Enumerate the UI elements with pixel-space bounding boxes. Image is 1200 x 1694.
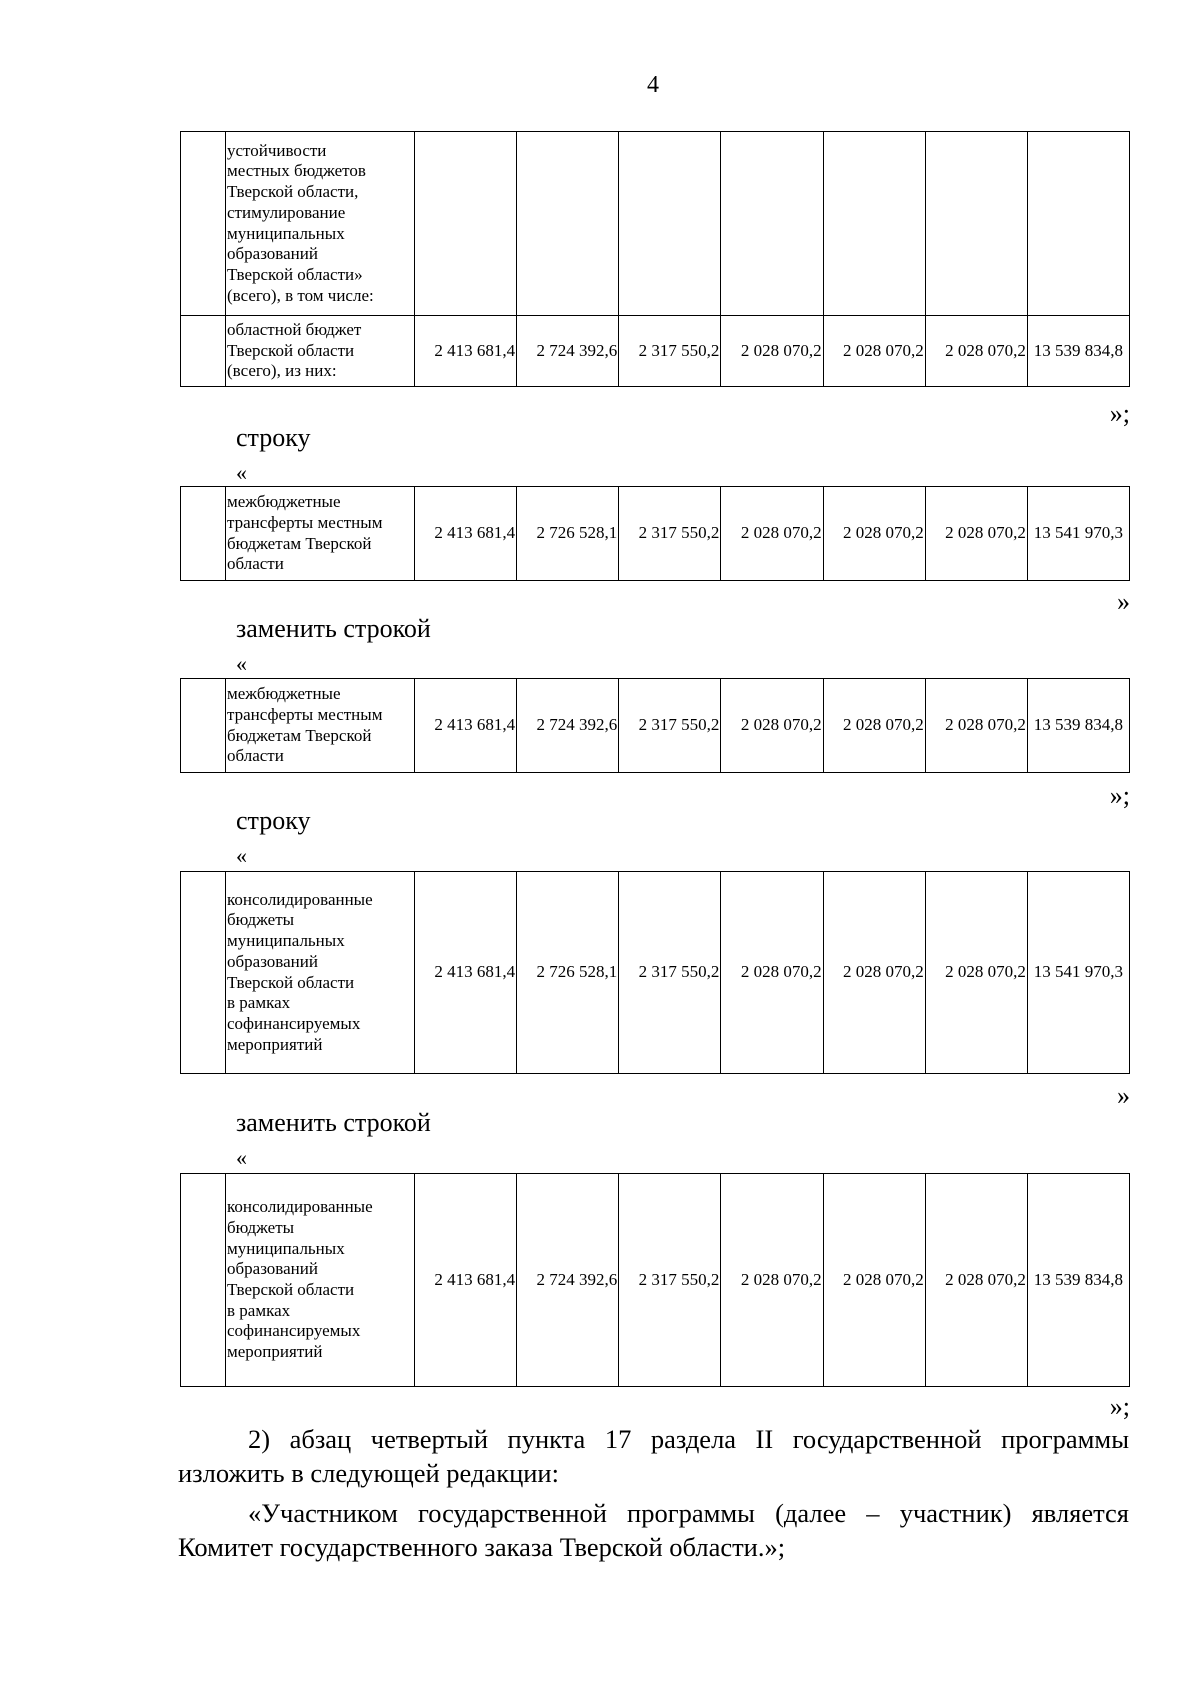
value-cell: 2 724 392,6 [517,316,619,387]
row-label-line: бюджетам Тверской [227,725,372,745]
table-row [181,1174,1130,1387]
opening-quote: « [236,843,247,868]
budget-table-fragment-2 [180,486,1130,581]
row-label-line: трансферты местным [227,512,383,532]
page-number: 4 [647,72,659,98]
value-cell [823,132,925,316]
row-label-line: межбюджетные [227,684,341,704]
value-cell: 2 726 528,1 [517,872,619,1074]
instruction-line: строку [236,806,311,835]
table-cell-empty [181,132,226,316]
row-label-line: межбюджетные [227,492,341,512]
value-cell: 2 028 070,2 [925,316,1027,387]
opening-quote: « [236,1145,247,1170]
value-cell: 2 028 070,2 [823,679,925,773]
row-label-line: бюджетам Тверской [227,533,372,553]
row-label-line: мероприятий [227,1034,323,1054]
row-label-line: мероприятий [227,1342,323,1362]
row-label-line: софинансируемых [227,1321,361,1341]
total-cell: 13 539 834,8 [1027,679,1129,773]
row-label-line: образований [227,244,318,264]
table-cell-empty [181,487,226,581]
row-label-line: софинансируемых [227,1013,361,1033]
value-cell: 2 028 070,2 [721,487,823,581]
row-label-line: стимулирование [227,202,346,222]
instruction-line: строку [236,423,311,452]
row-label-line: Тверской области [227,1280,355,1299]
opening-quote: « [236,460,247,485]
value-cell: 2 028 070,2 [823,1174,925,1387]
table-row [181,132,1130,316]
closing-quote: » [1117,1081,1130,1110]
value-cell: 2 724 392,6 [517,679,619,773]
total-cell [1027,132,1129,316]
row-label-line: местных бюджетов [227,161,366,181]
row-label [226,1174,415,1387]
budget-table-fragment-5 [180,1173,1130,1387]
total-cell: 13 539 834,8 [1027,316,1129,387]
row-label-line: (всего), из них: [227,361,337,381]
row-label [226,872,415,1074]
value-cell: 2 317 550,2 [619,872,721,1074]
table-cell-empty [181,316,226,387]
row-label-line: Тверской области» [227,264,363,284]
table-row [181,872,1130,1074]
table-row [181,487,1130,581]
row-label-line: Тверской области [227,340,355,360]
closing-quote: »; [1109,399,1130,428]
closing-quote: »; [1109,781,1130,810]
value-cell [721,132,823,316]
row-label-line: области [227,746,284,766]
value-cell: 2 317 550,2 [619,1174,721,1387]
row-label [226,316,415,387]
table-cell-empty [181,1174,226,1387]
value-cell: 2 413 681,4 [415,872,517,1074]
value-cell: 2 413 681,4 [415,316,517,387]
row-label-line: устойчивости [227,140,327,160]
paragraph-participant: «Участником государственной программы (далее – участник) является Комитет государственного заказа Тверской области.»; [178,1498,1129,1562]
value-cell: 2 317 550,2 [619,487,721,581]
value-cell: 2 028 070,2 [721,316,823,387]
budget-table-fragment-4 [180,871,1130,1074]
row-label-line: в рамках [227,1300,291,1320]
budget-table-fragment-1 [180,131,1130,387]
row-label-line: бюджеты [227,910,295,930]
row-label-line: Тверской области, [227,182,359,202]
value-cell [619,132,721,316]
value-cell: 2 726 528,1 [517,487,619,581]
value-cell: 2 317 550,2 [619,316,721,387]
row-label [226,132,415,316]
row-label-line: консолидированные [227,1197,373,1217]
row-label-line: области [227,554,284,574]
total-cell: 13 541 970,3 [1027,872,1129,1074]
value-cell: 2 028 070,2 [823,872,925,1074]
closing-quote: » [1117,587,1130,616]
value-cell: 2 413 681,4 [415,679,517,773]
row-label-line: муниципальных [227,1238,345,1258]
row-label [226,679,415,773]
instruction-replace: заменить строкой [236,1108,431,1137]
row-label-line: (всего), в том числе: [227,285,374,305]
row-label-line: консолидированные [227,889,373,909]
value-cell [517,132,619,316]
paragraph-amendment: 2) абзац четвертый пункта 17 раздела II государственной программы изложить в следующей редакции: [178,1424,1129,1488]
table-cell-empty [181,872,226,1074]
value-cell: 2 317 550,2 [619,679,721,773]
value-cell: 2 028 070,2 [925,679,1027,773]
value-cell [415,132,517,316]
row-label-line: в рамках [227,993,291,1013]
value-cell: 2 028 070,2 [721,872,823,1074]
instruction-replace: заменить строкой [236,614,431,643]
total-cell: 13 539 834,8 [1027,1174,1129,1387]
row-label-line: областной бюджет [227,319,362,339]
budget-table-fragment-3 [180,678,1130,773]
value-cell: 2 028 070,2 [925,1174,1027,1387]
value-cell: 2 724 392,6 [517,1174,619,1387]
total-cell: 13 541 970,3 [1027,487,1129,581]
row-label-line: образований [227,1259,318,1279]
table-row [181,316,1130,387]
value-cell: 2 028 070,2 [721,1174,823,1387]
row-label [226,487,415,581]
row-label-line: бюджеты [227,1217,295,1237]
value-cell: 2 413 681,4 [415,487,517,581]
value-cell: 2 413 681,4 [415,1174,517,1387]
value-cell [925,132,1027,316]
row-label-line: Тверской области [227,972,355,992]
value-cell: 2 028 070,2 [823,316,925,387]
table-cell-empty [181,679,226,773]
body-paragraphs [178,1422,1129,1564]
row-label-line: муниципальных [227,931,345,951]
value-cell: 2 028 070,2 [823,487,925,581]
value-cell: 2 028 070,2 [925,487,1027,581]
row-label-line: муниципальных [227,223,345,243]
row-label-line: трансферты местным [227,704,383,724]
opening-quote: « [236,651,247,676]
row-label-line: образований [227,951,318,971]
value-cell: 2 028 070,2 [925,872,1027,1074]
closing-quote: »; [1109,1392,1130,1421]
table-row [181,679,1130,773]
value-cell: 2 028 070,2 [721,679,823,773]
